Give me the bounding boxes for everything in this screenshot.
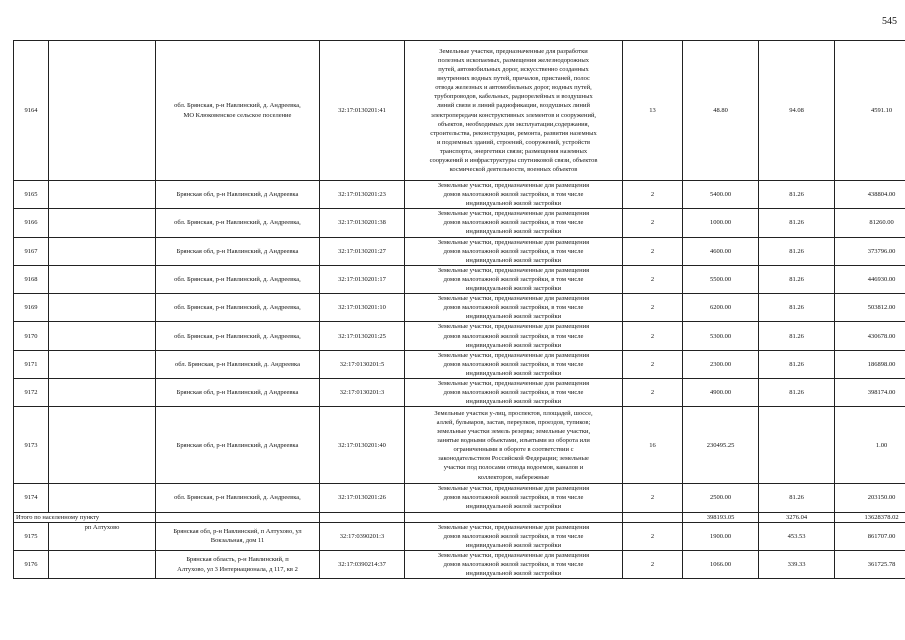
- rate-cell: 81.26: [759, 265, 835, 293]
- address-cell: Брянская обл, р-н Навлинский, п Алтухово, ул Вокзальная, дом 11: [156, 522, 320, 550]
- settlement-cell: [49, 322, 156, 350]
- address-cell: обл. Брянская, р-н Навлинский, д. Андреевка, МО Клюковенское сельское поселение: [156, 41, 320, 181]
- rate-cell: 81.26: [759, 322, 835, 350]
- row-number-cell: 9165: [14, 181, 49, 209]
- row-number-cell: 9172: [14, 378, 49, 406]
- settlement-cell: [49, 209, 156, 237]
- rate-cell: 81.26: [759, 484, 835, 512]
- rate-cell: 81.26: [759, 294, 835, 322]
- use-code-cell: 2: [623, 378, 683, 406]
- table-row: [14, 550, 905, 578]
- land-use-cell: Земельные участки, предназначенные для размещения домов малоэтажной жилой застройки, в том числе индивидуальной жилой застройки: [405, 322, 623, 350]
- settlement-cell: [49, 407, 156, 484]
- land-use-cell: Земельные участки, предназначенные для размещения домов малоэтажной жилой застройки, в том числе индивидуальной жилой застройки: [405, 522, 623, 550]
- cadastral-number-cell: 32:17:0130201:25: [320, 322, 405, 350]
- empty-cell: [156, 512, 320, 522]
- table-row: [14, 41, 905, 181]
- area-cell: 230495.25: [683, 407, 759, 484]
- area-cell: 2300.00: [683, 350, 759, 378]
- area-cell: 2500.00: [683, 484, 759, 512]
- table-row: [14, 378, 905, 406]
- subtotal-label: Итого по населенному пункту: [14, 512, 156, 522]
- address-cell: обл. Брянская, р-н Навлинский, д. Андреевка,: [156, 322, 320, 350]
- rate-cell: 81.26: [759, 237, 835, 265]
- row-number-cell: 9175: [14, 522, 49, 550]
- cadastral-value-cell: 373796.00: [835, 237, 905, 265]
- address-cell: Брянская обл, р-н Навлинский, д Андреевка: [156, 237, 320, 265]
- cadastral-value-cell: 398174.00: [835, 378, 905, 406]
- row-number-cell: 9167: [14, 237, 49, 265]
- use-code-cell: 2: [623, 484, 683, 512]
- use-code-cell: 2: [623, 322, 683, 350]
- use-code-cell: 2: [623, 265, 683, 293]
- cadastral-number-cell: 32:17:0130201:10: [320, 294, 405, 322]
- use-code-cell: 2: [623, 350, 683, 378]
- use-code-cell: 2: [623, 209, 683, 237]
- cadastral-value-cell: 1.00: [835, 407, 905, 484]
- cadastral-value-cell: 81260.00: [835, 209, 905, 237]
- settlement-cell: [49, 41, 156, 181]
- settlement-cell: [49, 237, 156, 265]
- rate-cell: 81.26: [759, 350, 835, 378]
- subtotal-value: 13628378.02: [835, 512, 905, 522]
- cadastral-value-cell: 203150.00: [835, 484, 905, 512]
- cadastral-value-cell: 361725.78: [835, 550, 905, 578]
- land-use-cell: Земельные участки, предназначенные для размещения домов малоэтажной жилой застройки, в том числе индивидуальной жилой застройки: [405, 294, 623, 322]
- settlement-cell: [49, 181, 156, 209]
- address-cell: обл. Брянская, р-н Навлинский, д. Андреевка,: [156, 209, 320, 237]
- address-cell: обл. Брянская, р-н Навлинский, д. Андреевка,: [156, 294, 320, 322]
- subtotal-rate: 3276.04: [759, 512, 835, 522]
- address-cell: обл. Брянская, р-н Навлинский, д. Андреевка,: [156, 484, 320, 512]
- rate-cell: 81.26: [759, 378, 835, 406]
- address-cell: обл. Брянская, р-н Навлинский, д. Андреевка,: [156, 265, 320, 293]
- row-number-cell: 9171: [14, 350, 49, 378]
- cadastral-value-cell: 430678.00: [835, 322, 905, 350]
- use-code-cell: 2: [623, 237, 683, 265]
- settlement-cell: [49, 378, 156, 406]
- cadastral-number-cell: 32:17:0130201:40: [320, 407, 405, 484]
- use-code-cell: 2: [623, 522, 683, 550]
- cadastral-value-cell: 503812.00: [835, 294, 905, 322]
- row-number-cell: 9169: [14, 294, 49, 322]
- row-number-cell: 9176: [14, 550, 49, 578]
- subtotal-row: [14, 512, 905, 522]
- use-code-cell: 16: [623, 407, 683, 484]
- empty-cell: [623, 512, 683, 522]
- area-cell: 4600.00: [683, 237, 759, 265]
- cadastral-number-cell: 32:17:0130201:17: [320, 265, 405, 293]
- rate-cell: 339.33: [759, 550, 835, 578]
- cadastral-number-cell: 32:17:0130201:27: [320, 237, 405, 265]
- settlement-cell: [49, 350, 156, 378]
- empty-cell: [405, 512, 623, 522]
- settlement-cell: [49, 265, 156, 293]
- row-number-cell: 9174: [14, 484, 49, 512]
- page-number: 545: [882, 16, 897, 27]
- row-number-cell: 9173: [14, 407, 49, 484]
- settlement-cell: [49, 550, 156, 578]
- table-row: [14, 294, 905, 322]
- cadastral-number-cell: 32:17:0130201:38: [320, 209, 405, 237]
- table-row: [14, 237, 905, 265]
- table-row: [14, 522, 905, 550]
- area-cell: 6200.00: [683, 294, 759, 322]
- row-number-cell: 9168: [14, 265, 49, 293]
- empty-cell: [320, 512, 405, 522]
- land-use-cell: Земельные участки, предназначенные для размещения домов малоэтажной жилой застройки, в том числе индивидуальной жилой застройки: [405, 350, 623, 378]
- cadastral-number-cell: 32:17:0130201:41: [320, 41, 405, 181]
- address-cell: Брянская обл, р-н Навлинский, д Андреевка: [156, 407, 320, 484]
- table-row: [14, 181, 905, 209]
- area-cell: 5300.00: [683, 322, 759, 350]
- use-code-cell: 2: [623, 550, 683, 578]
- cadastral-value-cell: 446930.00: [835, 265, 905, 293]
- rate-cell: 81.26: [759, 181, 835, 209]
- cadastral-value-cell: 186898.00: [835, 350, 905, 378]
- area-cell: 1900.00: [683, 522, 759, 550]
- cadastral-value-cell: 861707.00: [835, 522, 905, 550]
- address-cell: Брянская обл, р-н Навлинский, д Андреевка: [156, 378, 320, 406]
- land-registry-table: [13, 40, 905, 579]
- land-use-cell: Земельные участки, предназначенные для размещения домов малоэтажной жилой застройки, в том числе индивидуальной жилой застройки: [405, 484, 623, 512]
- rate-cell: 453.53: [759, 522, 835, 550]
- subtotal-area: 398193.05: [683, 512, 759, 522]
- settlement-label: рп Алтухово: [49, 522, 156, 550]
- settlement-cell: [49, 294, 156, 322]
- land-use-cell: Земельные участки, предназначенные для размещения домов малоэтажной жилой застройки, в том числе индивидуальной жилой застройки: [405, 265, 623, 293]
- table-row: [14, 407, 905, 484]
- table-row: [14, 265, 905, 293]
- area-cell: 5400.00: [683, 181, 759, 209]
- cadastral-number-cell: 32:17:0130201:26: [320, 484, 405, 512]
- land-use-cell: Земельные участки, предназначенные для размещения домов малоэтажной жилой застройки, в том числе индивидуальной жилой застройки: [405, 237, 623, 265]
- use-code-cell: 13: [623, 41, 683, 181]
- rate-cell: 94.08: [759, 41, 835, 181]
- cadastral-number-cell: 32:17:0130201:23: [320, 181, 405, 209]
- cadastral-value-cell: 438804.00: [835, 181, 905, 209]
- land-use-cell: Земельные участки, предназначенные для разработки полезных ископаемых, размещения железнодорожных путей, автомобильных дорог, искусственно созданных внутренних водных путей, причалов, пристаней, полос отвода железных и автомобильных дорог, водных путей, трубопроводов, кабельных, радиорелейных и воздушных линий связи и линий радиофикации, воздушных линий электропередачи конструктивных элементов и сооружений, объектов, необходимых для эксплуатации,содержания, строительства, реконструкции, ремонта, развития наземных и подземных зданий, строений, сооружений, устройств транспорта, энергетики связи; размещения наземных сооружений и инфраструктуры спутниковой связи, объектов космической деятельности, военных объектов: [405, 41, 623, 181]
- rate-cell: 81.26: [759, 209, 835, 237]
- cadastral-number-cell: 32:17:0130201:5: [320, 350, 405, 378]
- area-cell: 48.80: [683, 41, 759, 181]
- land-use-cell: Земельные участки, предназначенные для размещения домов малоэтажной жилой застройки, в том числе индивидуальной жилой застройки: [405, 378, 623, 406]
- land-use-cell: Земельные участки, предназначенные для размещения домов малоэтажной жилой застройки, в том числе индивидуальной жилой застройки: [405, 209, 623, 237]
- rate-cell: [759, 407, 835, 484]
- cadastral-number-cell: 32:17:0130201:3: [320, 378, 405, 406]
- use-code-cell: 2: [623, 294, 683, 322]
- land-use-cell: Земельные участки, предназначенные для размещения домов малоэтажной жилой застройки, в том числе индивидуальной жилой застройки: [405, 550, 623, 578]
- address-cell: обл. Брянская, р-н Навлинский, д. Андреевка: [156, 350, 320, 378]
- settlement-cell: [49, 484, 156, 512]
- address-cell: Брянская область, р-н Навлинский, п Алтухово, ул 3 Интернационала, д 117, кв 2: [156, 550, 320, 578]
- area-cell: 5500.00: [683, 265, 759, 293]
- table-row: [14, 322, 905, 350]
- cadastral-number-cell: 32:17:0390214:37: [320, 550, 405, 578]
- table-row: [14, 350, 905, 378]
- use-code-cell: 2: [623, 181, 683, 209]
- row-number-cell: 9164: [14, 41, 49, 181]
- land-use-cell: Земельные участки, предназначенные для размещения домов малоэтажной жилой застройки, в том числе индивидуальной жилой застройки: [405, 181, 623, 209]
- area-cell: 1066.00: [683, 550, 759, 578]
- row-number-cell: 9166: [14, 209, 49, 237]
- row-number-cell: 9170: [14, 322, 49, 350]
- address-cell: Брянская обл, р-н Навлинский, д Андреевка: [156, 181, 320, 209]
- table-row: [14, 484, 905, 512]
- area-cell: 1000.00: [683, 209, 759, 237]
- cadastral-number-cell: 32:17:0390201:3: [320, 522, 405, 550]
- land-use-cell: Земельные участки у-лиц, проспектов, площадей, шоссе, аллей, бульваров, застав, переулков, проездов, тупиков; земельные участки земель резерва; земельные участки, занятые водными объектами, изъятыми из оборота или ограниченными в обороте в соответствии с законодательством Российской Федерации; земельные участки под полосами отвода водоемов, каналов и коллекторов, набережные: [405, 407, 623, 484]
- cadastral-value-cell: 4591.10: [835, 41, 905, 181]
- area-cell: 4900.00: [683, 378, 759, 406]
- table-row: [14, 209, 905, 237]
